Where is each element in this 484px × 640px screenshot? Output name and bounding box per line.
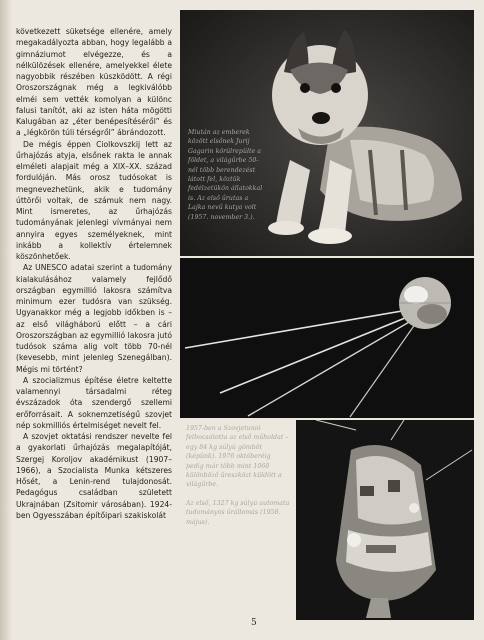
caption-sputnik: 1957-ben a Szovjetunió felbocsátotta az első műholdat – egy 84 kg súlyú gömböt (képünk). 1976 októberéig pedig már több mint 1060 különböző űreszközt küldött a világűrbe. (186, 425, 289, 489)
caption-station: Az első, 1327 kg súlyú automata tudományos űrállomás (1958. május). (186, 499, 290, 526)
paragraph-5: A szovjet oktatási rendszer nevelte fel a gyakorlati űrhajózás megalapítóját, Szergej Koroljov akadémikust (1907–1966), a Szocialista Munka kétszeres Hősét, a Lenin-rend tulajdonosát. Pedagógus családban született Ukrajnában (Zsitomir városában). 1924-ben Ogyesszában építőipari szakiskolát (16, 432, 172, 520)
page-spine-shadow (0, 0, 12, 640)
page-number: 5 (251, 618, 257, 628)
caption-laika: Miután az emberek között elsőnek Jurij Gagarin körülrepülte a földet, a világűrbe 50-nél több berendezést látott fel, köztük fedélzetükön állatokkal is. Az első űrutas a Lajka nevű kutya volt (1957. november 3.). (188, 129, 263, 221)
photo-sputnik (180, 258, 474, 418)
paragraph-1: következett süketsége ellenére, amely megakadályozta abban, hogy legalább a gimnáziumot elvégezze, és a nélkülözések ellenére, amelyekkel élete nagyobbik részében küszködött. A régi Oroszországnak még a legkiválóbb elméi sem vették komolyan a különc falusi tanítót, aki az isten háta mögötti Kalugában az „éter benépesítéséről” és a „légkörön túli térségről” ábrándozott. (16, 27, 172, 138)
paragraph-4: A szocializmus építése életre keltette valamennyi társadalmi réteg évszázadok óta szendergő szellemi erőforrásait. A soknemzetiségű szovjet nép sokmilliós értelmiséget nevelt fel. (16, 375, 172, 430)
paragraph-2: De mégis éppen Ciolkovszkij lett az űrhajózás atyja, elsőnek rakta le annak elméleti alapjait még a XIX–XX. század fordulóján. Más orosz tudósokat is megnevezhetünk, akik e tudomány úttörői voltak, de számuk nem nagy. Mint ismeretes, az űrhajózás tudományának jelenlegi vívmányai nem annyira egyes személyeknek, mint inkább a kollektív értelemnek köszönhetőek. (16, 139, 172, 261)
body-text-column (16, 26, 172, 521)
caption-sputnik-and-station (186, 424, 290, 536)
paragraph-3: Az UNESCO adatai szerint a tudomány kialakulásához valamely fejlődő országban egymillió lakosra számítva minimum ezer tudósra van szükség. Ugyanakkor még a legjobb időkben is – az első világháború előtt – a cári Oroszországban az egymillió lakosra jutó tudósok száma alig volt több 70-nél (kevesebb, mint jelenleg Szenegálban). Mégis mi történt? (16, 263, 172, 374)
photo-space-station (296, 420, 474, 620)
